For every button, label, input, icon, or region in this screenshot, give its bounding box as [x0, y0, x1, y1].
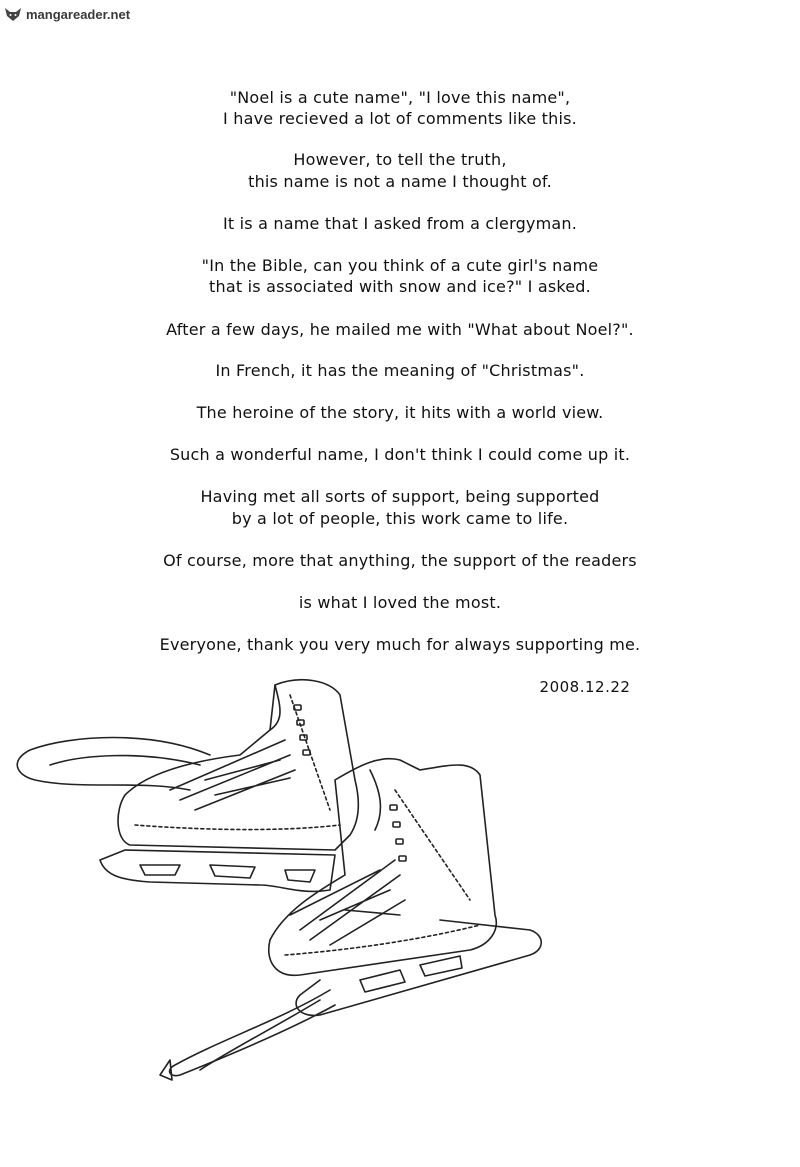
letter-date: 2008.12.22 [539, 678, 631, 696]
letter-line: this name is not a name I thought of. [248, 172, 552, 191]
letter-line: Having met all sorts of support, being supported [200, 487, 600, 506]
letter-line: It is a name that I asked from a clergyman. [222, 214, 578, 233]
letter-line: that is associated with snow and ice?" I asked. [209, 277, 591, 296]
front-skate-eyelets [390, 805, 406, 861]
back-skate-blade-cutout [140, 865, 180, 875]
letter-line: "In the Bible, can you think of a cute girl's name [201, 256, 599, 275]
front-skate-stitch [285, 925, 480, 955]
lace-bottom [170, 990, 335, 1076]
front-skate-lacing [290, 860, 405, 945]
letter-line: Of course, more that anything, the support of the readers [163, 551, 637, 570]
front-skate-blade [296, 920, 541, 1015]
watermark-text: mangareader.net [26, 6, 131, 22]
lace-left [50, 756, 200, 765]
letter-line: I have recieved a lot of comments like this. [223, 109, 577, 128]
back-skate-boot [118, 680, 358, 850]
front-skate-collar [370, 770, 380, 830]
ice-skates-illustration [0, 660, 800, 1100]
lace-left [17, 738, 210, 791]
letter-line: is what I loved the most. [298, 593, 502, 612]
letter-line: by a lot of people, this work came to life. [231, 509, 569, 528]
fox-head-icon [4, 6, 22, 22]
letter-line: "Noel is a cute name", "I love this name", [229, 88, 571, 107]
back-skate-blade-cutout [285, 870, 315, 882]
front-skate-blade-cutout [420, 956, 462, 976]
letter-line: The heroine of the story, it hits with a world view. [196, 403, 604, 422]
watermark [4, 6, 130, 22]
letter-line: In French, it has the meaning of "Christmas". [215, 361, 585, 380]
back-skate-stitch [135, 825, 340, 830]
letter-line: However, to tell the truth, [293, 150, 507, 169]
letter-line: Such a wonderful name, I don't think I could come up it. [169, 445, 631, 464]
front-skate-stitch [395, 790, 470, 900]
back-skate-lacing [170, 740, 295, 810]
back-skate-blade-cutout [210, 865, 255, 878]
front-skate-blade-cutout [360, 970, 405, 992]
front-skate-boot [269, 759, 497, 976]
letter-line: Everyone, thank you very much for always supporting me. [159, 635, 641, 654]
lace-bottom [200, 1000, 320, 1070]
lace-tip [160, 1060, 172, 1080]
letter-line: After a few days, he mailed me with "What about Noel?". [166, 320, 634, 339]
